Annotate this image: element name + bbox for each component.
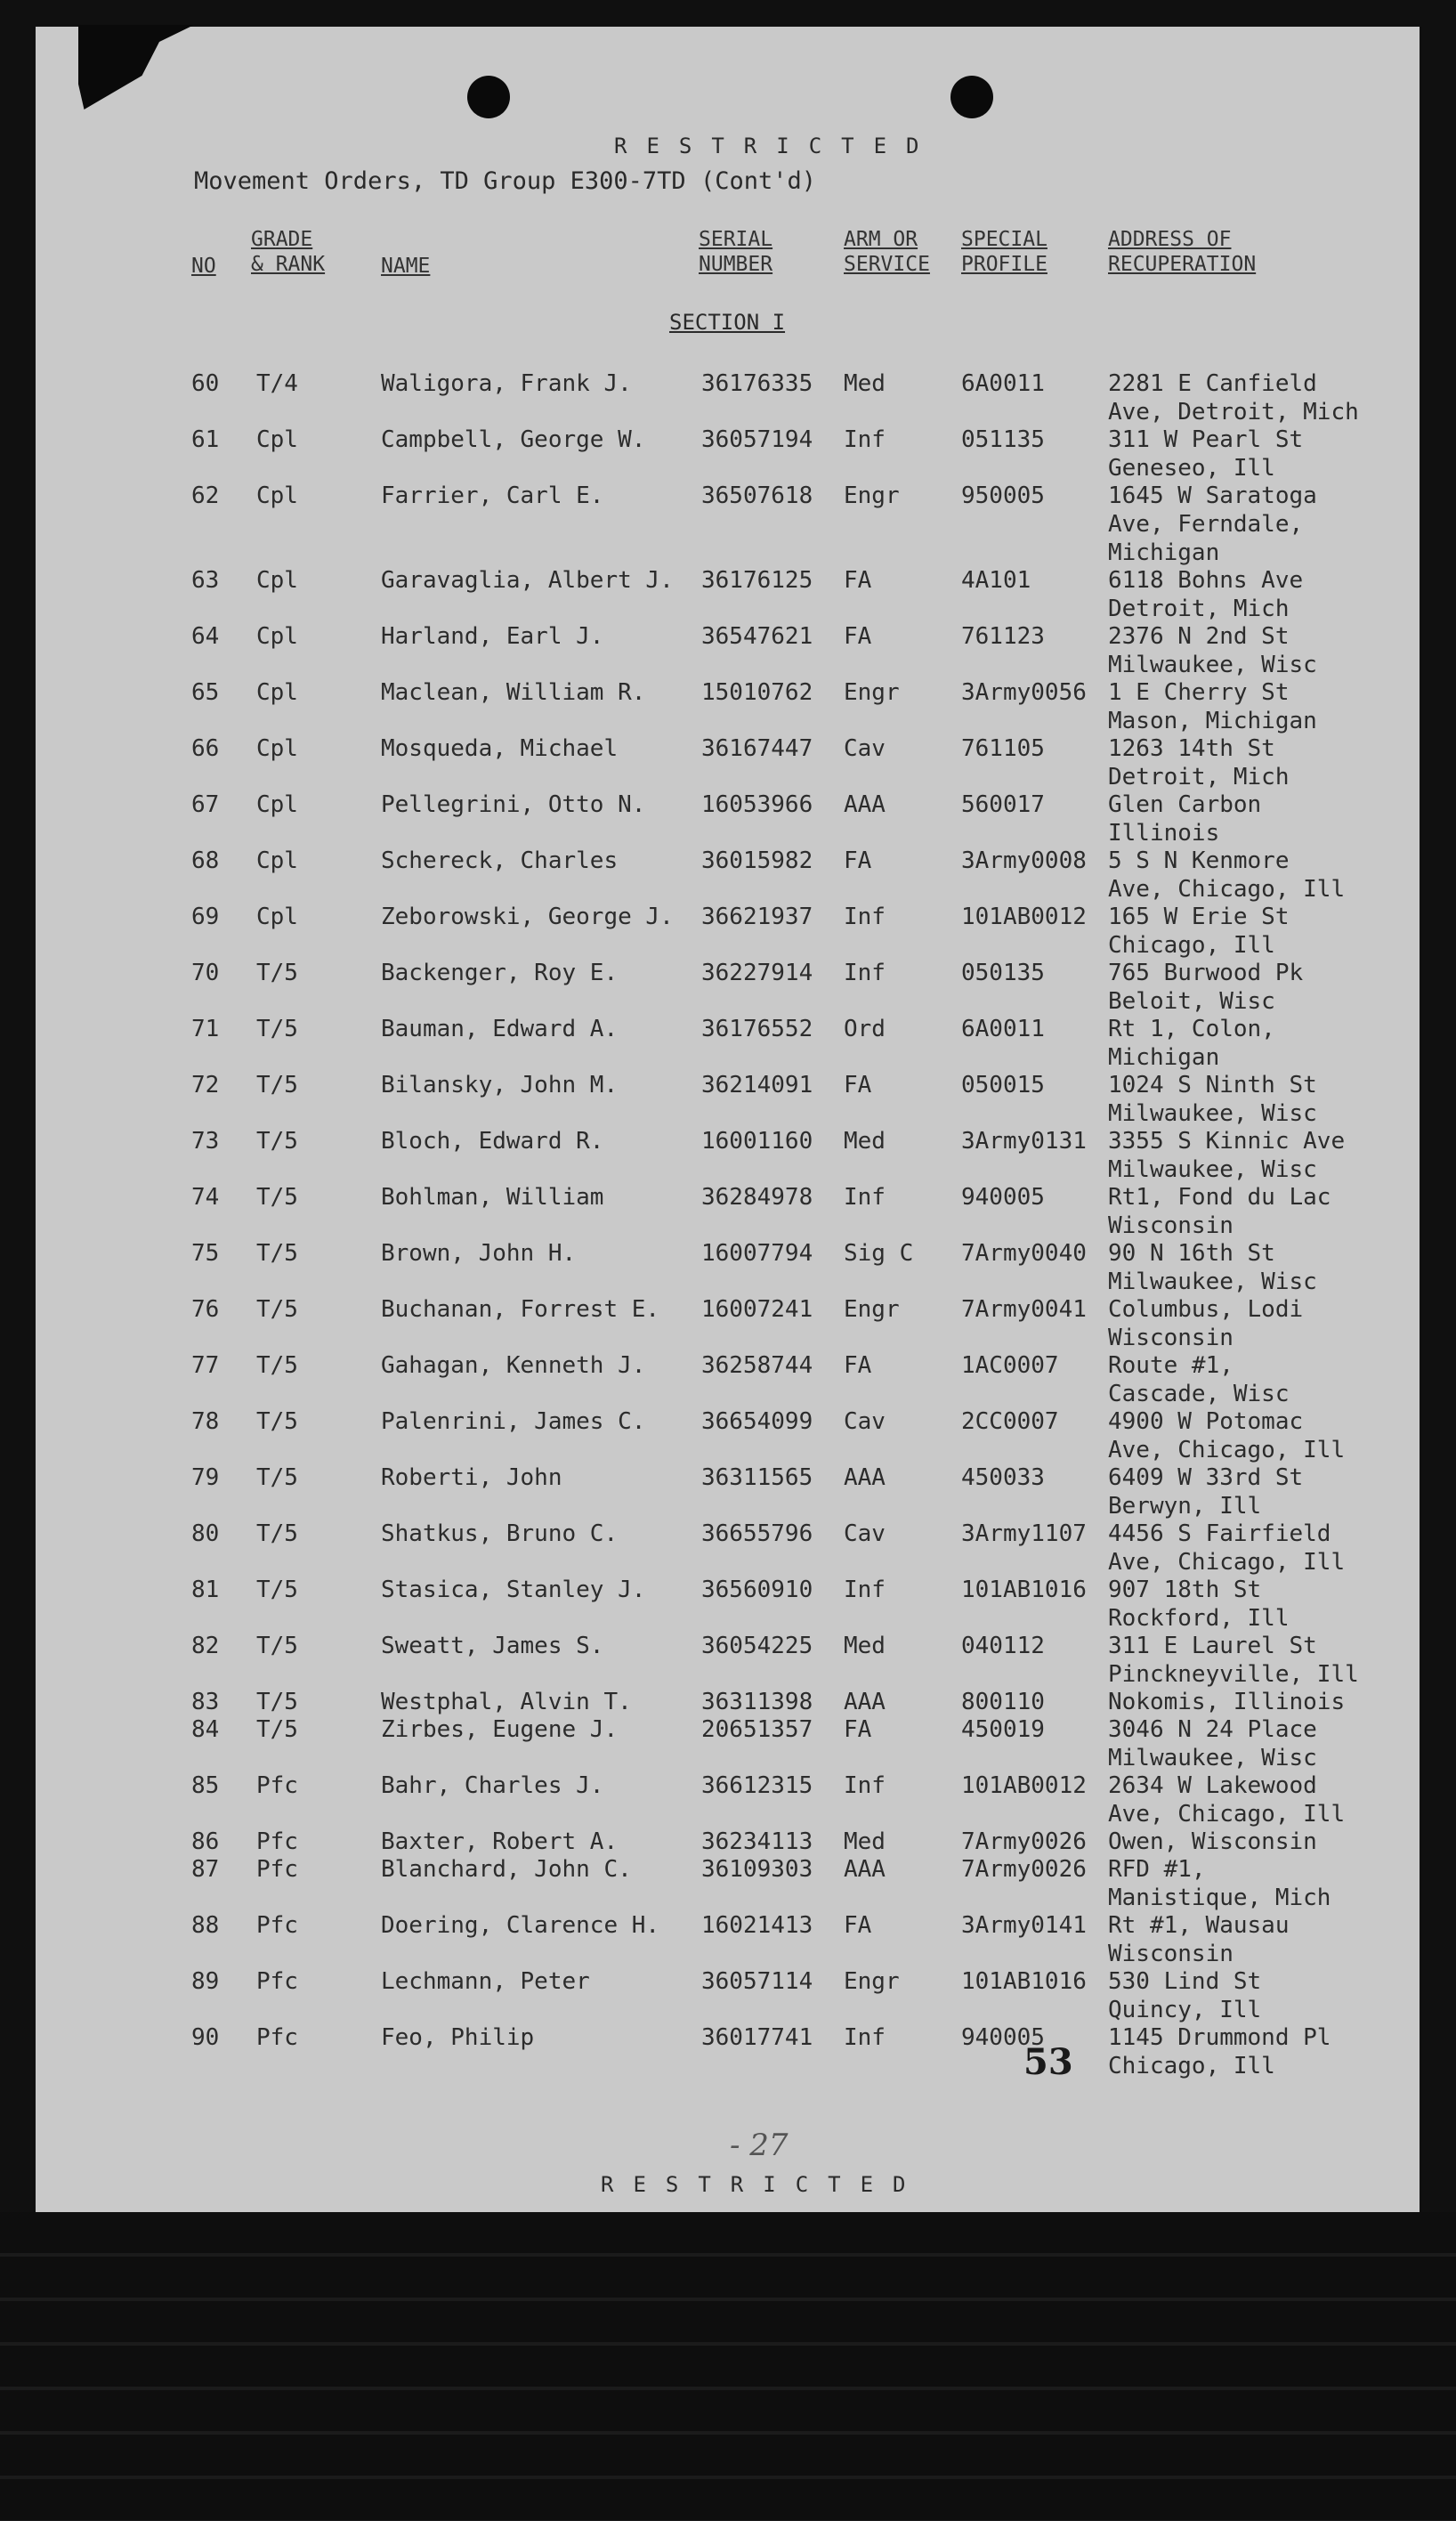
row-no: 77 [191, 1352, 220, 1379]
row-serial: 36621937 [701, 904, 813, 930]
table-row [36, 2023, 1420, 2077]
row-spec: 940005 [961, 1184, 1045, 1211]
row-no: 79 [191, 1464, 220, 1491]
row-no: 78 [191, 1408, 220, 1435]
row-no: 83 [191, 1689, 220, 1715]
row-grade: Cpl [256, 623, 298, 650]
row-spec: 761105 [961, 735, 1045, 762]
row-spec: 940005 [961, 2024, 1045, 2051]
row-address: 2634 W Lakewood Ave, Chicago, Ill [1108, 1772, 1346, 1828]
table-row [36, 369, 1420, 426]
row-grade: T/5 [256, 1716, 298, 1743]
row-arm: FA [844, 1912, 872, 1939]
row-spec: 050015 [961, 1072, 1045, 1098]
punch-hole-left [467, 76, 510, 118]
row-grade: T/5 [256, 1240, 298, 1267]
row-grade: T/5 [256, 1464, 298, 1491]
row-serial: 36109303 [701, 1856, 813, 1883]
row-name: Buchanan, Forrest E. [381, 1296, 660, 1323]
row-spec: 7Army0026 [961, 1828, 1087, 1855]
row-spec: 6A0011 [961, 1016, 1045, 1042]
row-name: Bloch, Edward R. [381, 1128, 604, 1155]
table-row [36, 482, 1420, 566]
row-grade: Pfc [256, 2024, 298, 2051]
restricted-header: RESTRICTED [614, 134, 939, 158]
table-row [36, 1295, 1420, 1349]
row-name: Palenrini, James C. [381, 1408, 646, 1435]
col-header-address: ADDRESS OF RECUPERATION [1108, 228, 1257, 276]
row-no: 62 [191, 482, 220, 509]
row-address: 1024 S Ninth St Milwaukee, Wisc [1108, 1072, 1317, 1127]
row-serial: 36176552 [701, 1016, 813, 1042]
row-grade: Cpl [256, 904, 298, 930]
row-arm: Engr [844, 1296, 900, 1323]
row-spec: 7Army0040 [961, 1240, 1087, 1267]
row-arm: Inf [844, 426, 886, 453]
row-serial: 36507618 [701, 482, 813, 509]
row-serial: 36227914 [701, 960, 813, 986]
row-spec: 101AB0012 [961, 904, 1087, 930]
row-grade: Pfc [256, 1828, 298, 1855]
row-grade: Pfc [256, 1912, 298, 1939]
row-address: 1 E Cherry St Mason, Michigan [1108, 679, 1317, 734]
row-grade: T/5 [256, 1352, 298, 1379]
table-row [36, 1771, 1420, 1828]
row-address: 1645 W Saratoga Ave, Ferndale, Michigan [1108, 482, 1317, 566]
row-arm: Med [844, 1828, 886, 1855]
row-spec: 950005 [961, 482, 1045, 509]
table-row [36, 1239, 1420, 1293]
row-serial: 36311565 [701, 1464, 813, 1491]
row-spec: 3Army0131 [961, 1128, 1087, 1155]
row-address: 311 W Pearl St Geneseo, Ill [1108, 426, 1304, 482]
table-row [36, 959, 1420, 1015]
row-serial: 20651357 [701, 1716, 813, 1743]
row-arm: Inf [844, 960, 886, 986]
row-grade: T/5 [256, 1689, 298, 1715]
table-row [36, 1855, 1420, 1909]
row-name: Stasica, Stanley J. [381, 1577, 646, 1603]
row-serial: 15010762 [701, 679, 813, 706]
row-grade: T/5 [256, 1128, 298, 1155]
row-address: RFD #1, Manistique, Mich [1108, 1856, 1331, 1911]
row-grade: T/5 [256, 1072, 298, 1098]
row-arm: Med [844, 1633, 886, 1659]
row-name: Bauman, Edward A. [381, 1016, 619, 1042]
row-spec: 101AB1016 [961, 1577, 1087, 1603]
row-grade: T/5 [256, 1408, 298, 1435]
table-row [36, 566, 1420, 620]
table-row [36, 1632, 1420, 1688]
table-row [36, 734, 1420, 788]
row-name: Westphal, Alvin T. [381, 1689, 632, 1715]
row-arm: AAA [844, 791, 886, 818]
torn-corner [78, 25, 194, 109]
row-spec: 3Army0056 [961, 679, 1087, 706]
row-spec: 7Army0026 [961, 1856, 1087, 1883]
row-address: Route #1, Cascade, Wisc [1108, 1352, 1290, 1407]
row-arm: AAA [844, 1689, 886, 1715]
row-serial: 36015982 [701, 847, 813, 874]
row-spec: 450019 [961, 1716, 1045, 1743]
row-spec: 761123 [961, 623, 1045, 650]
scanner-background [0, 2212, 1456, 2521]
row-name: Zirbes, Eugene J. [381, 1716, 619, 1743]
table-row [36, 1911, 1420, 1965]
row-serial: 36167447 [701, 735, 813, 762]
table-row [36, 790, 1420, 847]
row-spec: 1AC0007 [961, 1352, 1059, 1379]
row-spec: 2CC0007 [961, 1408, 1059, 1435]
row-name: Feo, Philip [381, 2024, 535, 2051]
row-grade: Pfc [256, 1772, 298, 1799]
row-no: 89 [191, 1968, 220, 1995]
row-arm: Inf [844, 904, 886, 930]
row-address: 530 Lind St Quincy, Ill [1108, 1968, 1262, 2023]
row-no: 82 [191, 1633, 220, 1659]
row-grade: Cpl [256, 679, 298, 706]
table-row [36, 1407, 1420, 1461]
row-arm: FA [844, 847, 872, 874]
row-address: 90 N 16th St Milwaukee, Wisc [1108, 1240, 1317, 1295]
row-no: 70 [191, 960, 220, 986]
row-no: 72 [191, 1072, 220, 1098]
document-page [36, 27, 1420, 2212]
row-name: Maclean, William R. [381, 679, 646, 706]
row-address: 3046 N 24 Place Milwaukee, Wisc [1108, 1716, 1317, 1771]
row-grade: Cpl [256, 735, 298, 762]
row-serial: 36258744 [701, 1352, 813, 1379]
row-address: Owen, Wisconsin [1108, 1828, 1317, 1855]
row-arm: FA [844, 1072, 872, 1098]
row-serial: 16053966 [701, 791, 813, 818]
row-serial: 16007241 [701, 1296, 813, 1323]
row-name: Roberti, John [381, 1464, 562, 1491]
row-address: 4456 S Fairfield Ave, Chicago, Ill [1108, 1520, 1346, 1576]
row-name: Garavaglia, Albert J. [381, 567, 674, 594]
row-address: 5 S N Kenmore Ave, Chicago, Ill [1108, 847, 1346, 903]
table-row [36, 678, 1420, 732]
row-spec: 050135 [961, 960, 1045, 986]
col-header-arm: ARM OR SERVICE [844, 228, 930, 276]
row-no: 76 [191, 1296, 220, 1323]
row-arm: Cav [844, 1408, 886, 1435]
row-name: Baxter, Robert A. [381, 1828, 619, 1855]
row-grade: T/5 [256, 1184, 298, 1211]
table-row [36, 1015, 1420, 1071]
row-no: 84 [191, 1716, 220, 1743]
row-no: 86 [191, 1828, 220, 1855]
table-row [36, 1715, 1420, 1769]
row-address: 6118 Bohns Ave Detroit, Mich [1108, 567, 1304, 622]
row-no: 88 [191, 1912, 220, 1939]
row-arm: Sig C [844, 1240, 914, 1267]
row-spec: 051135 [961, 426, 1045, 453]
row-grade: Cpl [256, 426, 298, 453]
row-name: Mosqueda, Michael [381, 735, 619, 762]
row-spec: 101AB0012 [961, 1772, 1087, 1799]
row-grade: T/5 [256, 1520, 298, 1547]
row-no: 85 [191, 1772, 220, 1799]
table-row [36, 426, 1420, 482]
row-grade: T/4 [256, 370, 298, 397]
row-arm: FA [844, 623, 872, 650]
row-serial: 36176335 [701, 370, 813, 397]
row-grade: T/5 [256, 960, 298, 986]
table-row [36, 1463, 1420, 1520]
table-row [36, 847, 1420, 903]
row-spec: 7Army0041 [961, 1296, 1087, 1323]
row-address: 3355 S Kinnic Ave Milwaukee, Wisc [1108, 1128, 1346, 1183]
row-address: 2376 N 2nd St Milwaukee, Wisc [1108, 623, 1317, 678]
row-arm: Engr [844, 1968, 900, 1995]
row-address: Rt #1, Wausau Wisconsin [1108, 1912, 1290, 1967]
row-arm: Med [844, 1128, 886, 1155]
row-spec: 101AB1016 [961, 1968, 1087, 1995]
row-no: 73 [191, 1128, 220, 1155]
row-grade: T/5 [256, 1016, 298, 1042]
row-arm: Ord [844, 1016, 886, 1042]
row-arm: FA [844, 567, 872, 594]
row-address: Nokomis, Illinois [1108, 1689, 1346, 1715]
row-arm: Inf [844, 1577, 886, 1603]
row-spec: 4A101 [961, 567, 1031, 594]
row-name: Bahr, Charles J. [381, 1772, 604, 1799]
row-no: 69 [191, 904, 220, 930]
table-row [36, 1183, 1420, 1239]
row-spec: 040112 [961, 1633, 1045, 1659]
row-serial: 36311398 [701, 1689, 813, 1715]
row-address: 6409 W 33rd St Berwyn, Ill [1108, 1464, 1304, 1520]
row-name: Pellegrini, Otto N. [381, 791, 646, 818]
row-no: 75 [191, 1240, 220, 1267]
table-row [36, 903, 1420, 959]
row-spec: 450033 [961, 1464, 1045, 1491]
row-serial: 36176125 [701, 567, 813, 594]
row-grade: Cpl [256, 482, 298, 509]
row-spec: 800110 [961, 1689, 1045, 1715]
row-arm: Engr [844, 679, 900, 706]
row-serial: 16001160 [701, 1128, 813, 1155]
table-row [36, 1071, 1420, 1127]
row-serial: 36654099 [701, 1408, 813, 1435]
row-name: Shatkus, Bruno C. [381, 1520, 619, 1547]
table-row [36, 1520, 1420, 1576]
row-no: 66 [191, 735, 220, 762]
restricted-footer: RESTRICTED [601, 2172, 926, 2197]
table-row [36, 1967, 1420, 2021]
row-no: 81 [191, 1577, 220, 1603]
col-header-no: NO [191, 255, 216, 278]
document-title: Movement Orders, TD Group E300-7TD (Cont'd) [194, 167, 816, 195]
row-spec: 3Army1107 [961, 1520, 1087, 1547]
row-name: Blanchard, John C. [381, 1856, 632, 1883]
row-no: 67 [191, 791, 220, 818]
row-address: 311 E Laurel St Pinckneyville, Ill [1108, 1633, 1359, 1688]
row-grade: T/5 [256, 1633, 298, 1659]
row-arm: Inf [844, 1772, 886, 1799]
row-address: 765 Burwood Pk Beloit, Wisc [1108, 960, 1304, 1015]
row-address: 1145 Drummond Pl Chicago, Ill [1108, 2024, 1331, 2079]
section-title: SECTION I [669, 310, 786, 335]
row-no: 68 [191, 847, 220, 874]
row-serial: 36057194 [701, 426, 813, 453]
row-name: Harland, Earl J. [381, 623, 604, 650]
row-arm: Med [844, 370, 886, 397]
table-row [36, 1127, 1420, 1183]
row-grade: Pfc [256, 1968, 298, 1995]
row-serial: 36284978 [701, 1184, 813, 1211]
row-address: 2281 E Canfield Ave, Detroit, Mich [1108, 370, 1359, 426]
row-no: 64 [191, 623, 220, 650]
row-address: 907 18th St Rockford, Ill [1108, 1577, 1290, 1632]
row-name: Schereck, Charles [381, 847, 619, 874]
row-no: 61 [191, 426, 220, 453]
row-address: 4900 W Potomac Ave, Chicago, Ill [1108, 1408, 1346, 1463]
row-spec: 6A0011 [961, 370, 1045, 397]
row-address: Columbus, Lodi Wisconsin [1108, 1296, 1304, 1351]
row-serial: 36547621 [701, 623, 813, 650]
row-serial: 36054225 [701, 1633, 813, 1659]
row-arm: AAA [844, 1464, 886, 1491]
row-name: Farrier, Carl E. [381, 482, 604, 509]
row-arm: AAA [844, 1856, 886, 1883]
punch-hole-right [950, 76, 993, 118]
row-serial: 36017741 [701, 2024, 813, 2051]
row-grade: Cpl [256, 791, 298, 818]
table-row [36, 1576, 1420, 1632]
row-name: Backenger, Roy E. [381, 960, 619, 986]
row-no: 60 [191, 370, 220, 397]
row-no: 74 [191, 1184, 220, 1211]
row-name: Doering, Clarence H. [381, 1912, 660, 1939]
row-arm: Inf [844, 2024, 886, 2051]
row-no: 65 [191, 679, 220, 706]
col-header-grade: GRADE & RANK [251, 228, 326, 276]
row-spec: 3Army0141 [961, 1912, 1087, 1939]
row-address: 1263 14th St Detroit, Mich [1108, 735, 1290, 790]
row-grade: Cpl [256, 567, 298, 594]
row-grade: Pfc [256, 1856, 298, 1883]
row-no: 87 [191, 1856, 220, 1883]
row-serial: 36234113 [701, 1828, 813, 1855]
row-name: Brown, John H. [381, 1240, 577, 1267]
row-no: 90 [191, 2024, 220, 2051]
col-header-serial: SERIAL NUMBER [699, 228, 773, 276]
row-name: Sweatt, James S. [381, 1633, 604, 1659]
row-name: Lechmann, Peter [381, 1968, 590, 1995]
row-arm: Engr [844, 482, 900, 509]
table-row [36, 622, 1420, 676]
row-serial: 36057114 [701, 1968, 813, 1995]
col-header-spec: SPECIAL PROFILE [961, 228, 1048, 276]
row-name: Bohlman, William [381, 1184, 604, 1211]
row-serial: 16007794 [701, 1240, 813, 1267]
row-address: Glen Carbon Illinois [1108, 791, 1262, 847]
row-serial: 36655796 [701, 1520, 813, 1547]
row-spec: 3Army0008 [961, 847, 1087, 874]
row-grade: Cpl [256, 847, 298, 874]
row-name: Waligora, Frank J. [381, 370, 632, 397]
row-name: Gahagan, Kenneth J. [381, 1352, 646, 1379]
row-address: 165 W Erie St Chicago, Ill [1108, 904, 1290, 959]
pencil-note: - 27 [730, 2128, 789, 2163]
row-name: Bilansky, John M. [381, 1072, 619, 1098]
table-row [36, 1351, 1420, 1405]
row-arm: Cav [844, 1520, 886, 1547]
row-serial: 16021413 [701, 1912, 813, 1939]
row-address: Rt 1, Colon, Michigan [1108, 1016, 1275, 1071]
row-serial: 36214091 [701, 1072, 813, 1098]
col-header-name: NAME [381, 255, 431, 278]
row-spec: 560017 [961, 791, 1045, 818]
row-arm: FA [844, 1716, 872, 1743]
row-no: 80 [191, 1520, 220, 1547]
row-name: Zeborowski, George J. [381, 904, 674, 930]
row-arm: FA [844, 1352, 872, 1379]
row-name: Campbell, George W. [381, 426, 646, 453]
row-address: Rt1, Fond du Lac Wisconsin [1108, 1184, 1331, 1239]
row-grade: T/5 [256, 1296, 298, 1323]
row-no: 63 [191, 567, 220, 594]
row-serial: 36560910 [701, 1577, 813, 1603]
row-serial: 36612315 [701, 1772, 813, 1799]
row-grade: T/5 [256, 1577, 298, 1603]
row-no: 71 [191, 1016, 220, 1042]
row-arm: Cav [844, 735, 886, 762]
page-number-stamp: 53 [1023, 2041, 1073, 2083]
row-arm: Inf [844, 1184, 886, 1211]
